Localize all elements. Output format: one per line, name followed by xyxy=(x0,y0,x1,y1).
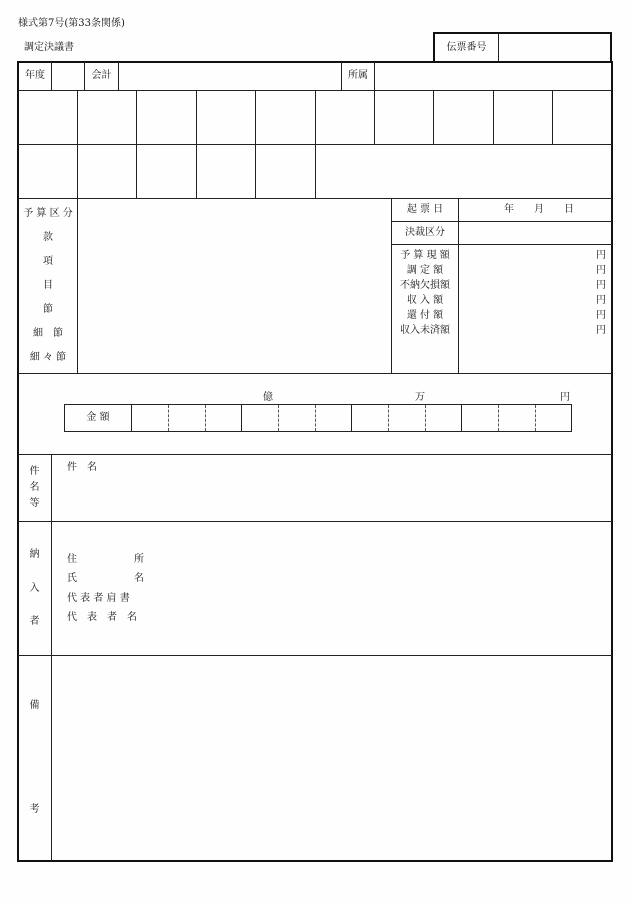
budget-detail-field[interactable] xyxy=(79,200,389,372)
unit-oku-label: 億 xyxy=(263,392,273,403)
deficit-loss-label: 不納欠損額 xyxy=(400,280,450,291)
remarks-side-label-2: 考 xyxy=(29,804,40,815)
budget-saisaisetsu-label: 細 々 節 xyxy=(29,352,67,363)
rep-name-label: 代 表 者 名 xyxy=(67,612,137,623)
payer-side-label-1: 納 xyxy=(29,549,40,560)
subject-side-label-1: 件 xyxy=(29,466,40,477)
payer-address-field[interactable] xyxy=(160,548,608,564)
decision-category-field[interactable] xyxy=(460,223,610,243)
subject-side-label-3: 等 xyxy=(29,498,40,509)
uncollected-amount-label: 収入未済額 xyxy=(400,325,450,336)
yen-unit: 円 xyxy=(596,310,606,321)
rep-title-label: 代 表 者 肩 書 xyxy=(67,593,130,604)
yen-unit: 円 xyxy=(596,265,606,276)
payer-name-label-1: 氏 xyxy=(67,573,77,584)
assessed-amount-label: 調 定 額 xyxy=(406,265,444,276)
issue-date-label: 起 票 日 xyxy=(406,204,444,215)
yen-unit: 円 xyxy=(596,280,606,291)
subject-name-field[interactable] xyxy=(110,458,608,518)
income-amount-label: 収 入 額 xyxy=(406,295,444,306)
yen-unit: 円 xyxy=(596,250,606,261)
rep-title-field[interactable] xyxy=(160,588,608,604)
date-month-label: 月 xyxy=(534,204,544,215)
date-year-label: 年 xyxy=(504,204,514,215)
yen-unit: 円 xyxy=(596,325,606,336)
fiscal-year-label: 年度 xyxy=(25,70,45,81)
budget-current-label: 予 算 現 額 xyxy=(400,250,450,261)
yen-unit: 円 xyxy=(596,295,606,306)
budget-kan-label: 款 xyxy=(43,232,53,243)
payer-name-field[interactable] xyxy=(160,568,608,584)
refund-amount-label: 還 付 額 xyxy=(406,310,444,321)
payer-address-label-1: 住 xyxy=(67,554,77,565)
payer-name-label-2: 名 xyxy=(134,573,144,584)
slip-number-label: 伝票番号 xyxy=(446,42,487,53)
document-title: 調定決議書 xyxy=(24,42,74,53)
rep-name-field[interactable] xyxy=(160,607,608,623)
subject-side-label-2: 名 xyxy=(29,482,40,493)
department-label: 所属 xyxy=(348,70,368,81)
payer-side-label-2: 入 xyxy=(29,583,40,594)
subject-name-label: 件 名 xyxy=(67,462,97,473)
form-number: 様式第7号(第33条関係) xyxy=(18,18,125,29)
budget-moku-label: 目 xyxy=(43,280,53,291)
amount-box xyxy=(64,404,572,432)
decision-category-label: 決裁区分 xyxy=(405,227,445,238)
remarks-field[interactable] xyxy=(56,660,608,856)
budget-saisetsu-label: 細 節 xyxy=(33,328,63,339)
budget-category-label: 予 算 区 分 xyxy=(23,208,73,219)
unit-yen-label: 円 xyxy=(560,392,570,403)
amount-label: 金 額 xyxy=(86,412,110,423)
budget-setsu-label: 節 xyxy=(43,304,53,315)
unit-man-label: 万 xyxy=(415,392,425,403)
account-label: 会計 xyxy=(91,70,112,81)
remarks-side-label-1: 備 xyxy=(29,700,40,711)
payer-address-label-2: 所 xyxy=(134,554,144,565)
date-day-label: 日 xyxy=(564,204,574,215)
budget-kou-label: 項 xyxy=(43,256,53,267)
payer-side-label-3: 者 xyxy=(29,616,40,627)
